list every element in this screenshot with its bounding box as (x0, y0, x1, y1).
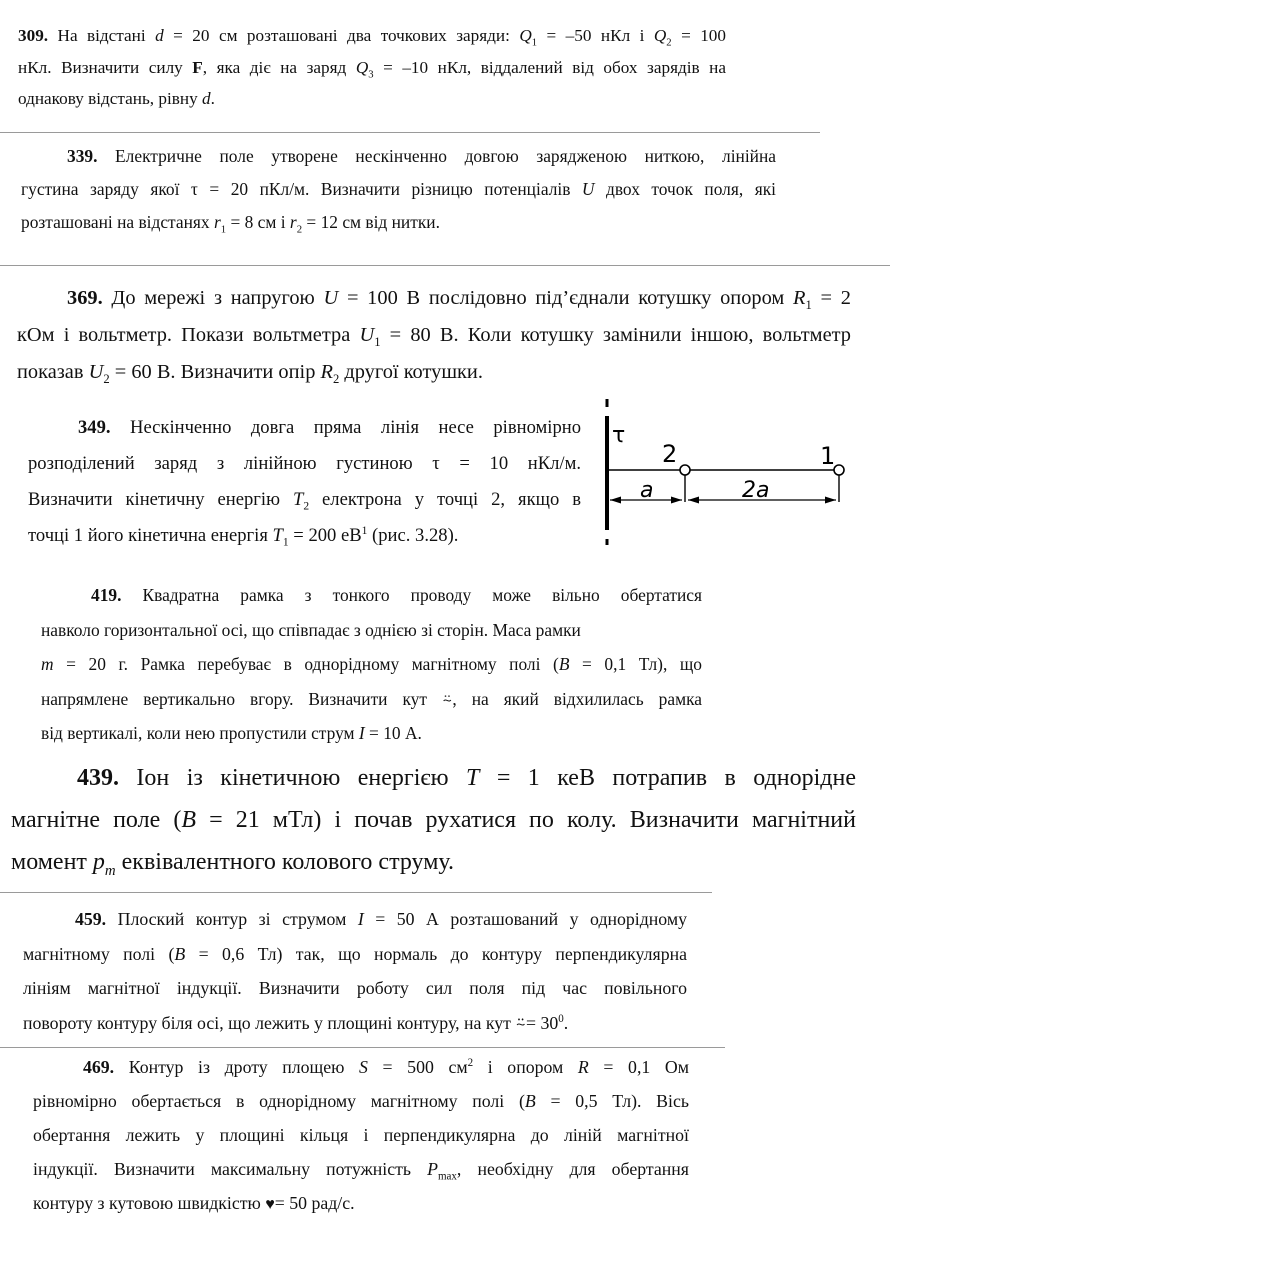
problem-309-line-3: однакову відстань, рівну d. (18, 89, 215, 108)
problem-439-number: 439. (77, 765, 119, 791)
problem-439-line-2: магнітне поле (B = 21 мТл) і почав рухатися по колу. Визначити магнітний (11, 807, 856, 833)
angle-symbol: ⍨ (441, 688, 453, 709)
problem-459-line-4: повороту контуру біля осі, що лежить у площині контуру, на кут ⍨= $30^0$. (23, 1012, 569, 1033)
separator-1 (0, 132, 820, 133)
problem-309-line-1: 309. На відстані d = 20 см розташовані два точкових заряди: $Q_1 = -50$ нКл і $Q_2 = 100$ (18, 26, 726, 49)
problem-469-line-4: індукції. Визначити максимальну потужність $P_{max}$, необхідну для обертання (33, 1159, 689, 1183)
problem-349-line-3: Визначити кінетичну енергію $T_2$ електрона у точці 2, якщо в (28, 489, 582, 513)
problem-469 (33, 1050, 689, 1222)
problem-369-line-2: кОм і вольтметр. Покази вольтметра $U_1 = 80$ В. Коли котушку замінили іншою, вольтметр (17, 324, 851, 350)
separator-3 (0, 892, 712, 893)
problem-439 (11, 757, 856, 883)
figure-3-28 (598, 398, 858, 560)
problem-339-line-2: густина заряду якої τ = 20 пКл/м. Визначити різницю потенціалів U двох точок поля, які (21, 179, 776, 199)
problem-309-number: 309. (18, 26, 49, 45)
separator-2 (0, 265, 890, 266)
problem-459-number: 459. (75, 909, 107, 929)
point-2-label: 2 (662, 440, 678, 468)
problem-419-number: 419. (91, 585, 122, 605)
problem-469-number: 469. (83, 1057, 115, 1077)
problem-349-line-2: розподілений заряд з лінійною густиною τ = 10 нКл/м. (28, 453, 581, 474)
problem-439-line-1: 439. Іон із кінетичною енергією T = 1 кеВ потрапив в однорідне (77, 765, 856, 791)
problem-459 (23, 902, 687, 1040)
problem-349 (28, 410, 581, 554)
problem-309-line-2: нКл. Визначити силу F, яка діє на заряд $Q_3 = -10$ нКл, віддалений від обох зарядів на (18, 57, 726, 80)
point-1-label: 1 (820, 442, 836, 470)
problem-469-line-2: рівномірно обертається в однорідному магнітному полі (B = 0,5 Тл). Вісь (33, 1091, 689, 1111)
problem-469-line-3: обертання лежить у площині кільця і перпендикулярна до ліній магнітної (33, 1125, 689, 1145)
problem-419-line-2: навколо горизонтальної осі, що співпадає з однією зі сторін. Маса рамки (41, 619, 581, 640)
problem-309 (18, 20, 726, 115)
problem-459-line-3: лініям магнітної індукції. Визначити роботу сил поля під час повільного (23, 978, 687, 998)
heart-icon: ♥ (265, 1196, 275, 1213)
arrowhead-2a-left (688, 497, 699, 504)
arrowhead-a-right (671, 497, 682, 504)
arrowhead-2a-right (825, 497, 836, 504)
problem-369-line-1: 369. До мережі з напругою U = 100 В послідовно під’єднали котушку опором $R_1 = 2$ (67, 287, 851, 313)
problem-369-line-3: показав $U_2 = 60$ В. Визначити опір $R_2$ другої котушки. (17, 361, 483, 387)
arrowhead-a-left (610, 497, 621, 504)
tau-label: τ (612, 423, 626, 448)
dimension-a-label: a (640, 478, 654, 503)
separator-4 (0, 1047, 725, 1048)
problem-419-line-3: m = 20 г. Рамка перебуває в однорідному магнітному полі (B = 0,1 Тл), що (41, 654, 702, 674)
problem-419-line-1: 419. Квадратна рамка з тонкого проводу може вільно обертатися (91, 585, 702, 605)
problem-349-line-1: 349. Нескінченно довга пряма лінія несе рівномірно (78, 417, 581, 438)
problem-339-number: 339. (67, 146, 98, 166)
problem-349-number: 349. (78, 417, 111, 438)
problem-419-line-5: від вертикалі, коли нею пропустили струм I = 10 А. (41, 723, 422, 743)
dimension-2a-label: 2a (742, 478, 770, 503)
problem-339 (21, 140, 776, 239)
problem-349-line-4: точці 1 його кінетична енергія $T_1 = 200$ $еВ^1$ (рис. 3.28). (28, 524, 459, 549)
problem-459-line-2: магнітному полі (B = 0,6 Тл) так, що нормаль до контуру перпендикулярна (23, 943, 687, 964)
problem-439-line-3: момент $p_m$ еквівалентного колового струму. (11, 849, 454, 879)
problem-339-line-3: розташовані на відстанях $r_1 = 8$ см і $r_2 = 12$ см від нитки. (21, 212, 440, 236)
problem-369-number: 369. (67, 287, 103, 309)
problem-419 (41, 578, 702, 751)
problem-339-line-1: 339. Електричне поле утворене нескінченно довгою зарядженою ниткою, лінійна (67, 146, 776, 166)
problem-469-line-5: контуру з кутовою швидкістю ♥= 50 рад/с. (33, 1193, 355, 1213)
point-1-marker (834, 465, 844, 475)
problem-469-line-1: 469. Контур із дроту площею S = 500 $см^2$ і опором R = 0,1 Ом (83, 1057, 689, 1077)
point-2-marker (680, 465, 690, 475)
problem-369 (17, 280, 851, 391)
problem-459-line-1: 459. Плоский контур зі струмом I = 50 А розташований у однорідному (75, 909, 687, 929)
angle-symbol: ⍨ (515, 1012, 526, 1033)
problem-419-line-4: напрямлене вертикально вгору. Визначити кут ⍨, на який відхилилась рамка (41, 688, 702, 709)
